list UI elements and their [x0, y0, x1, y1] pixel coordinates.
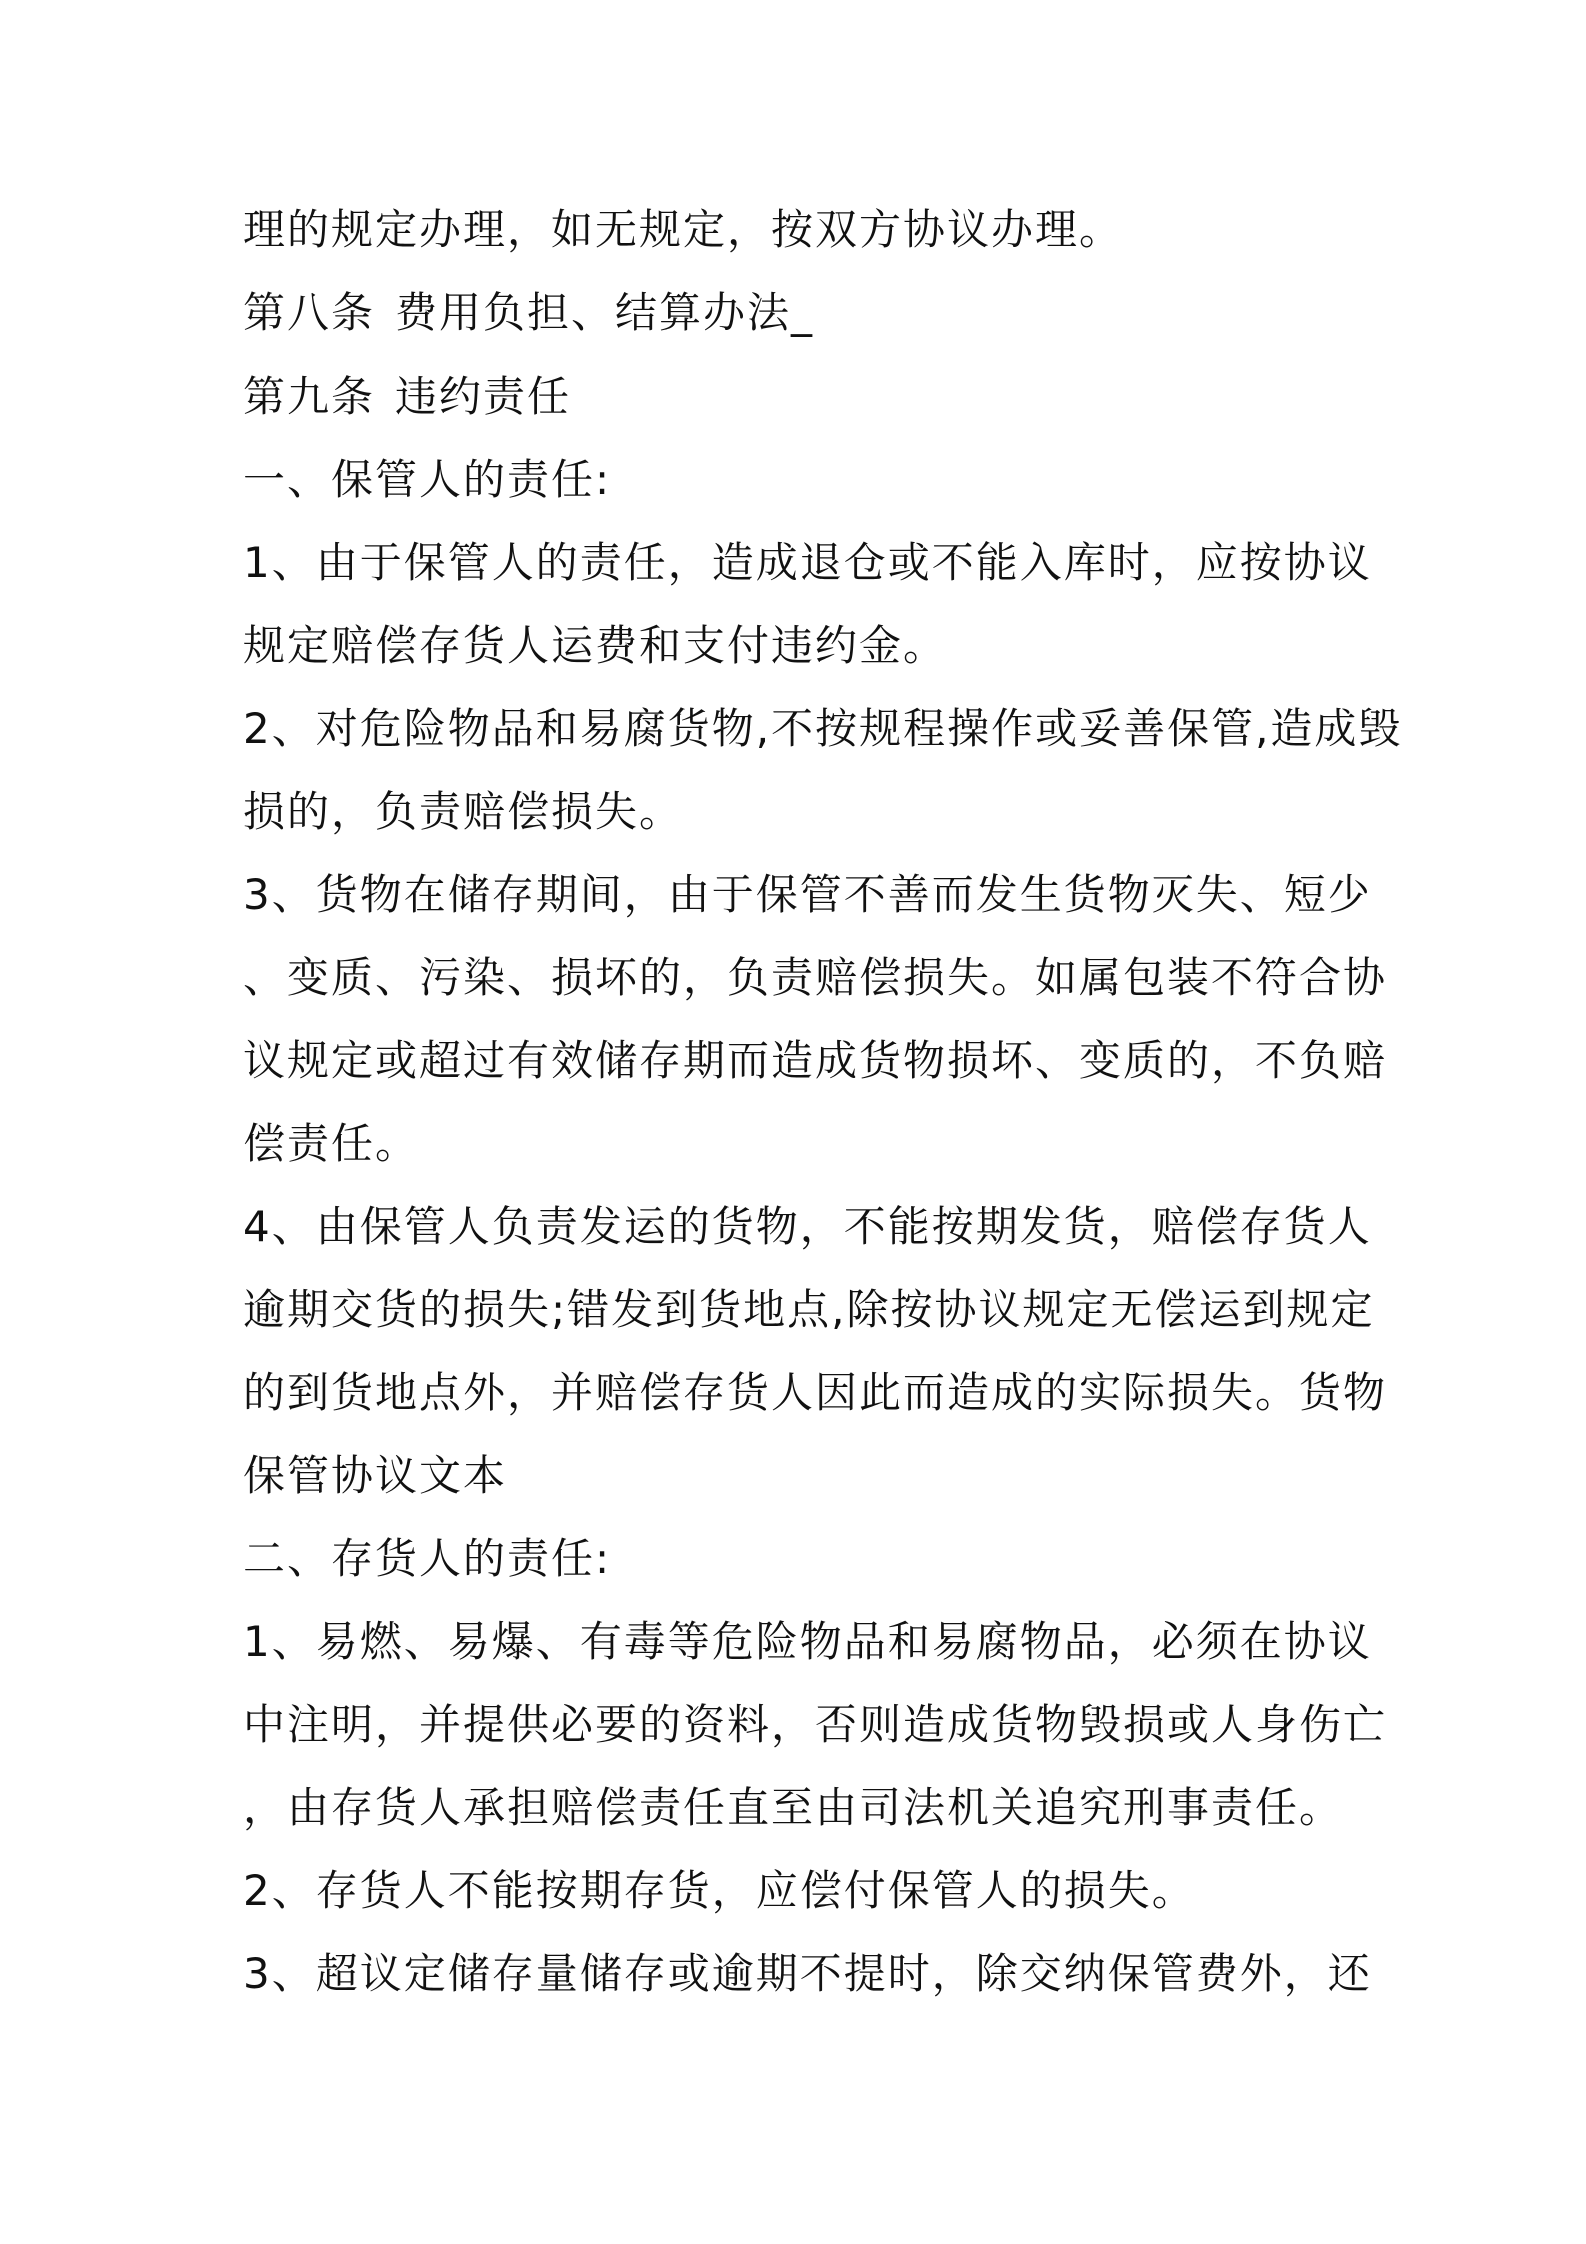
text-line: 偿责任。 — [243, 1119, 420, 1168]
section-heading: 二、存货人的责任: — [243, 1534, 612, 1583]
article-9-heading — [243, 372, 1363, 422]
article-number: 第八条 — [243, 288, 376, 337]
text-line: 2、对危险物品和易腐货物,不按规程操作或妥善保管,造成毁 — [243, 704, 1403, 753]
text-line: 理的规定办理，如无规定，按双方协议办理。 — [243, 205, 1124, 254]
text-line: 中注明，并提供必要的资料，否则造成货物毁损或人身伤亡 — [243, 1700, 1388, 1749]
text-line: 的到货地点外，并赔偿存货人因此而造成的实际损失。货物 — [243, 1368, 1388, 1417]
text-line: 2、存货人不能按期存货，应偿付保管人的损失。 — [243, 1866, 1196, 1915]
text-line: 1、易燃、易爆、有毒等危险物品和易腐物品，必须在协议 — [243, 1617, 1372, 1666]
text-line: 4、由保管人负责发运的货物，不能按期发货，赔偿存货人 — [243, 1202, 1372, 1251]
text-line: 1、由于保管人的责任，造成退仓或不能入库时，应按协议 — [243, 538, 1372, 587]
text-line: 损的，负责赔偿损失。 — [243, 787, 684, 836]
text-line: ，由存货人承担赔偿责任直至由司法机关追究刑事责任。 — [243, 1783, 1344, 1832]
text-line: 3、超议定储存量储存或逾期不提时，除交纳保管费外，还 — [243, 1949, 1372, 1998]
text-line: 3、货物在储存期间，由于保管不善而发生货物灭失、短少 — [243, 870, 1372, 919]
article-number: 第九条 — [243, 372, 376, 421]
section-heading: 一、保管人的责任: — [243, 455, 612, 504]
text-line: 保管协议文本 — [243, 1451, 508, 1500]
article-title: 费用负担、结算办法_ — [395, 288, 815, 337]
article-title: 违约责任 — [395, 372, 572, 421]
text-line: 议规定或超过有效储存期而造成货物损坏、变质的，不负赔 — [243, 1036, 1388, 1085]
text-line: 逾期交货的损失;错发到货地点,除按协议规定无偿运到规定 — [243, 1285, 1375, 1334]
text-line: 规定赔偿存货人运费和支付违约金。 — [243, 621, 948, 670]
article-8-heading — [243, 288, 1363, 338]
text-line: 、变质、污染、损坏的，负责赔偿损失。如属包装不符合协 — [243, 953, 1388, 1002]
